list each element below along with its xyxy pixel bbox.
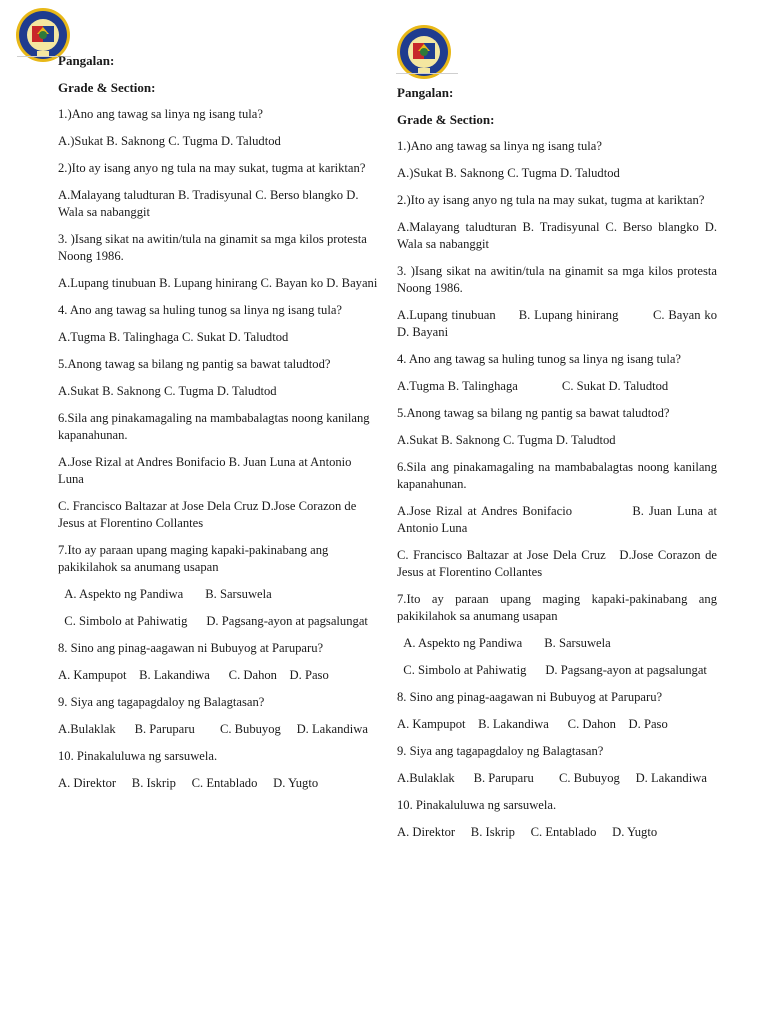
name-label: Pangalan: — [397, 85, 454, 100]
choices-10: A. Direktor B. Iskrip C. Entablado D. Yugto — [58, 776, 319, 790]
choices-4: A.Tugma B. Talinghaga C. Sukat D. Taludtod — [397, 379, 669, 393]
question-5: 5.Anong tawag sa bilang ng pantig sa bawat taludtod? — [397, 406, 670, 420]
question-5: 5.Anong tawag sa bilang ng pantig sa bawat taludtod? — [58, 357, 331, 371]
choices-7a: A. Aspekto ng Pandiwa B. Sarsuwela — [397, 636, 611, 650]
school-seal-logo — [396, 24, 452, 80]
choices-4: A.Tugma B. Talinghaga C. Sukat D. Taludtod — [58, 330, 289, 344]
question-8: 8. Sino ang pinag-aagawan ni Bubuyog at Paruparu? — [58, 641, 324, 655]
question-8: 8. Sino ang pinag-aagawan ni Bubuyog at Paruparu? — [397, 690, 663, 704]
name-label: Pangalan: — [58, 53, 115, 68]
question-7: 7.Ito ay paraan upang maging kapaki-pakinabang ang pakikilahok sa anumang usapan — [58, 543, 329, 574]
grade-section-label: Grade & Section: — [397, 112, 495, 127]
grade-section-label: Grade & Section: — [58, 80, 156, 95]
choices-1: A.)Sukat B. Saknong C. Tugma D. Taludtod — [397, 166, 620, 180]
choices-10: A. Direktor B. Iskrip C. Entablado D. Yugto — [397, 825, 658, 839]
question-10: 10. Pinakaluluwa ng sarsuwela. — [397, 798, 557, 812]
choices-6a: A.Jose Rizal at Andres Bonifacio B. Juan Luna at Antonio Luna — [397, 504, 720, 535]
question-9: 9. Siya ang tagapagdaloy ng Balagtasan? — [397, 744, 604, 758]
choices-7b: C. Simbolo at Pahiwatig D. Pagsang-ayon at pagsalungat — [58, 614, 368, 628]
choices-6a: A.Jose Rizal at Andres Bonifacio B. Juan Luna at Antonio Luna — [58, 455, 352, 486]
choices-7a: A. Aspekto ng Pandiwa B. Sarsuwela — [58, 587, 272, 601]
choices-6b: C. Francisco Baltazar at Jose Dela Cruz D.Jose Corazon de Jesus at Florentino Collantes — [397, 548, 721, 579]
choices-8: A. Kampupot B. Lakandiwa C. Dahon D. Paso — [397, 717, 668, 731]
question-2: 2.)Ito ay isang anyo ng tula na may sukat, tugma at kariktan? — [397, 193, 705, 207]
choices-3: A.Lupang tinubuan B. Lupang hinirang C. Bayan ko D. Bayani — [58, 276, 378, 290]
choices-7b: C. Simbolo at Pahiwatig D. Pagsang-ayon at pagsalungat — [397, 663, 707, 677]
question-3: 3. )Isang sikat na awitin/tula na ginamit sa mga kilos protesta Noong 1986. — [397, 264, 717, 295]
choices-1: A.)Sukat B. Saknong C. Tugma D. Taludtod — [58, 134, 281, 148]
worksheet-right — [397, 84, 743, 851]
question-2: 2.)Ito ay isang anyo ng tula na may sukat, tugma at kariktan? — [58, 161, 366, 175]
question-1: 1.)Ano ang tawag sa linya ng isang tula? — [397, 139, 602, 153]
question-3: 3. )Isang sikat na awitin/tula na ginamit sa mga kilos protesta Noong 1986. — [58, 232, 367, 263]
question-10: 10. Pinakaluluwa ng sarsuwela. — [58, 749, 218, 763]
question-6: 6.Sila ang pinakamagaling na mambabalagtas noong kanilang kapanahunan. — [397, 460, 717, 491]
choices-8: A. Kampupot B. Lakandiwa C. Dahon D. Paso — [58, 668, 329, 682]
choices-5: A.Sukat B. Saknong C. Tugma D. Taludtod — [397, 433, 616, 447]
choices-6b: C. Francisco Baltazar at Jose Dela Cruz D.Jose Corazon de Jesus at Florentino Collantes — [58, 499, 357, 530]
choices-5: A.Sukat B. Saknong C. Tugma D. Taludtod — [58, 384, 277, 398]
question-6: 6.Sila ang pinakamagaling na mambabalagtas noong kanilang kapanahunan. — [58, 411, 370, 442]
choices-2: A.Malayang taludturan B. Tradisyunal C. Berso blangko D. Wala sa nabanggit — [397, 220, 717, 251]
choices-9: A.Bulaklak B. Paruparu C. Bubuyog D. Lakandiwa — [58, 722, 368, 736]
question-1: 1.)Ano ang tawag sa linya ng isang tula? — [58, 107, 263, 121]
choices-2: A.Malayang taludturan B. Tradisyunal C. Berso blangko D. Wala sa nabanggit — [58, 188, 359, 219]
question-7: 7.Ito ay paraan upang maging kapaki-pakinabang ang pakikilahok sa anumang usapan — [397, 592, 717, 623]
question-4: 4. Ano ang tawag sa huling tunog sa linya ng isang tula? — [397, 352, 682, 366]
question-4: 4. Ano ang tawag sa huling tunog sa linya ng isang tula? — [58, 303, 343, 317]
worksheet-left — [58, 52, 380, 802]
header-divider — [396, 73, 458, 74]
choices-9: A.Bulaklak B. Paruparu C. Bubuyog D. Lakandiwa — [397, 771, 707, 785]
question-9: 9. Siya ang tagapagdaloy ng Balagtasan? — [58, 695, 265, 709]
choices-3: A.Lupang tinubuan B. Lupang hinirang C. Bayan ko D. Bayani — [397, 308, 743, 339]
